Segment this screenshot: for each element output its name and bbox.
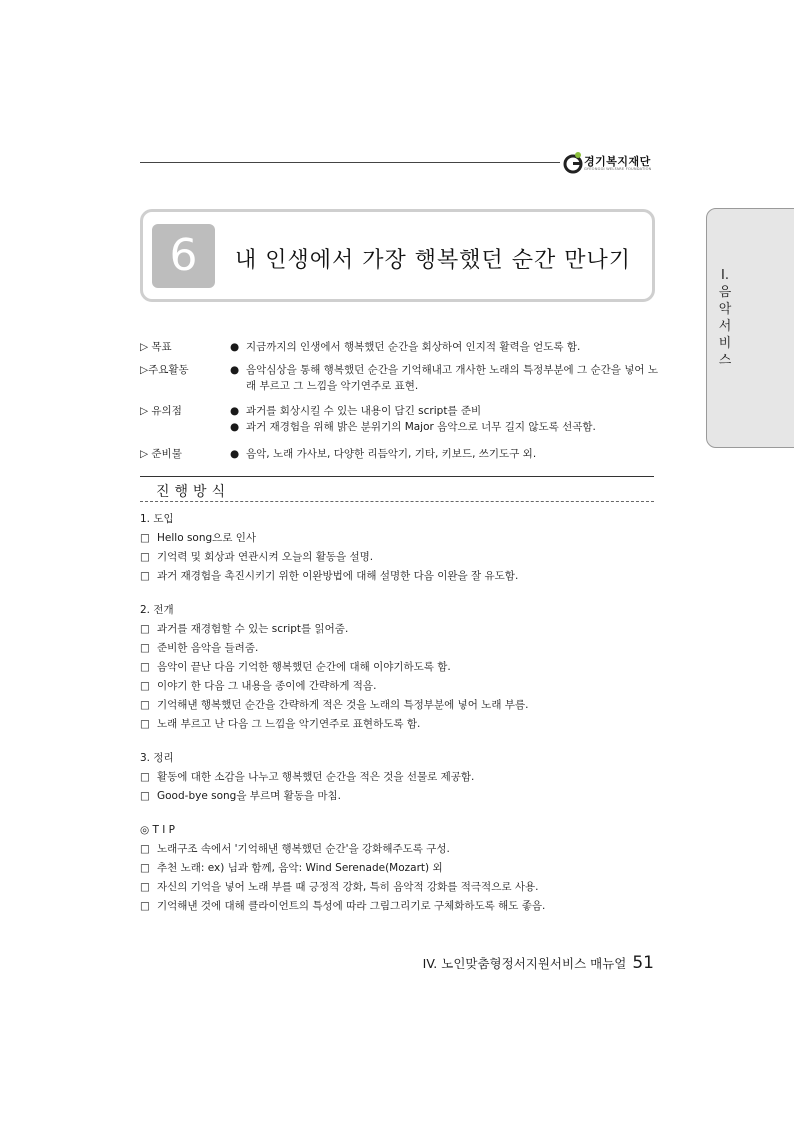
checkbox-icon: □	[140, 862, 150, 874]
list-item: □ 기억해낸 행복했던 순간을 간략하게 적은 것을 노래의 특정부분에 넣어 노래 부름.	[140, 696, 660, 715]
chapter-side-tab-label: Ⅰ.음악서비스	[718, 268, 732, 368]
checkbox-icon: □	[140, 718, 150, 730]
checkbox-icon: □	[140, 623, 150, 635]
checkbox-icon: □	[140, 843, 150, 855]
procedure-body	[140, 510, 660, 916]
checkbox-icon: □	[140, 661, 150, 673]
foundation-logo-icon	[562, 150, 584, 176]
info-label: ▷ 유의점	[140, 405, 182, 417]
info-row-activity	[140, 362, 660, 398]
section-heading: 1. 도입	[140, 513, 174, 525]
list-item: □ 기억해낸 것에 대해 클라이언트의 특성에 따라 그림그리기로 구체화하도록 해도 좋음.	[140, 897, 660, 916]
info-label: ▷ 준비물	[140, 448, 182, 460]
list-item: □ 기억력 및 회상과 연관시켜 오늘의 활동을 설명.	[140, 548, 660, 567]
info-item: ● 과거 재경험을 위해 밝은 분위기의 Major 음악으로 너무 길지 않도록 선곡함.	[230, 421, 596, 433]
section-rule-bottom	[140, 501, 654, 502]
info-row-goal	[140, 339, 660, 357]
info-label: ▷주요활동	[140, 364, 189, 376]
checkbox-icon: □	[140, 790, 150, 802]
info-item: ● 과거를 회상시킬 수 있는 내용이 담긴 script를 준비	[230, 405, 482, 417]
foundation-logo	[562, 150, 662, 176]
logo-subtext: GYEONGGI WELFARE FOUNDATION	[584, 167, 652, 171]
checkbox-icon: □	[140, 532, 150, 544]
checkbox-icon: □	[140, 771, 150, 783]
page-number: 51	[632, 953, 654, 973]
list-item: □ 자신의 기억을 넣어 노래 부를 때 긍정적 강화, 특히 음악적 강화를 적극적으로 사용.	[140, 878, 660, 897]
session-number: 6	[152, 224, 215, 288]
list-item: □ Good-bye song을 부르며 활동을 마침.	[140, 787, 660, 806]
list-item: □ 이야기 한 다음 그 내용을 종이에 간략하게 적음.	[140, 677, 660, 696]
page-footer	[423, 953, 654, 973]
list-item: □ 준비한 음악을 들려줌.	[140, 639, 660, 658]
bullet-icon: ●	[230, 405, 240, 417]
bullet-icon: ●	[230, 421, 240, 433]
list-item: □ 노래구조 속에서 '기억해낸 행복했던 순간'을 강화해주도록 구성.	[140, 840, 660, 859]
bullet-icon: ●	[230, 448, 240, 460]
checkbox-icon: □	[140, 680, 150, 692]
info-label: ▷ 목표	[140, 341, 172, 353]
section-heading: 2. 전개	[140, 604, 174, 616]
checkbox-icon: □	[140, 642, 150, 654]
list-item: □ 추천 노래: ex) 님과 함께, 음악: Wind Serenade(Mozart) 외	[140, 859, 660, 878]
bullet-icon: ●	[230, 341, 240, 353]
list-item: □ 과거 재경험을 촉진시키기 위한 이완방법에 대해 설명한 다음 이완을 잘 유도함.	[140, 567, 660, 586]
chapter-side-tab	[706, 208, 794, 448]
section-heading: 3. 정리	[140, 752, 174, 764]
checkbox-icon: □	[140, 900, 150, 912]
checkbox-icon: □	[140, 570, 150, 582]
info-row-materials	[140, 446, 660, 464]
section-rule-top	[140, 476, 654, 477]
header-rule	[140, 162, 560, 163]
session-title: 내 인생에서 가장 행복했던 순간 만나기	[235, 248, 631, 273]
info-item: ● 음악심상을 통해 행복했던 순간을 기억해내고 개사한 노래의 특정부분에 그 순간을 넣어 노래 부르고 그 느낌을 악기연주로 표현.	[230, 364, 659, 392]
info-item: ● 지금까지의 인생에서 행복했던 순간을 회상하여 인지적 활력을 얻도록 함.	[230, 341, 581, 353]
tip-heading: ◎ T I P	[140, 824, 176, 836]
info-item: ● 음악, 노래 가사보, 다양한 리듬악기, 기타, 키보드, 쓰기도구 외.	[230, 448, 537, 460]
list-item: □ 노래 부르고 난 다음 그 느낌을 악기연주로 표현하도록 함.	[140, 715, 660, 734]
checkbox-icon: □	[140, 699, 150, 711]
title-box	[140, 209, 655, 302]
list-item: □ Hello song으로 인사	[140, 529, 660, 548]
checkbox-icon: □	[140, 551, 150, 563]
list-item: □ 음악이 끝난 다음 기억한 행복했던 순간에 대해 이야기하도록 함.	[140, 658, 660, 677]
list-item: □ 활동에 대한 소감을 나누고 행복했던 순간을 적은 것을 선물로 제공함.	[140, 768, 660, 787]
section-title: 진행방식	[156, 484, 231, 500]
logo-text: 경기복지재단	[584, 155, 651, 168]
info-row-caution	[140, 403, 660, 439]
bullet-icon: ●	[230, 364, 240, 376]
checkbox-icon: □	[140, 881, 150, 893]
list-item: □ 과거를 재경험할 수 있는 script를 읽어줌.	[140, 620, 660, 639]
footer-text: IV. 노인맞춤형정서지원서비스 매뉴얼	[422, 956, 627, 971]
